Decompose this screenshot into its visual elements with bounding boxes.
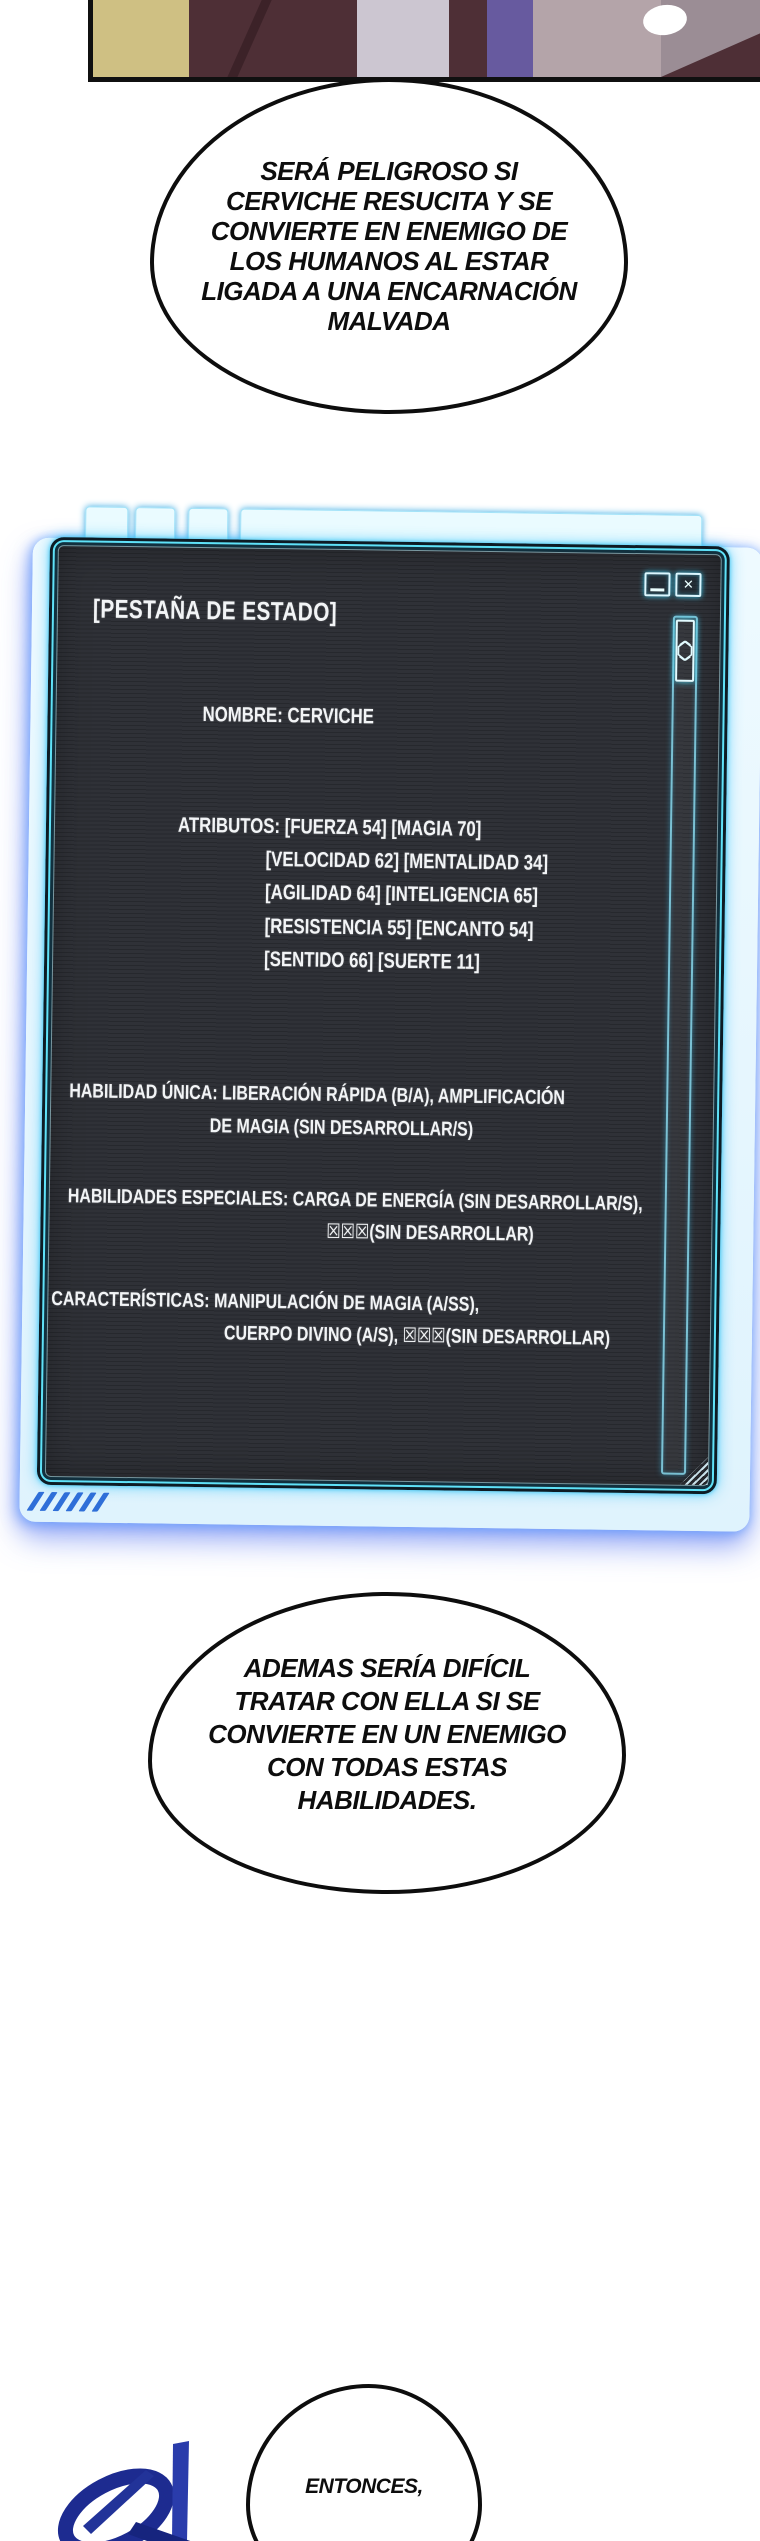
unique-ability-text: HABILIDAD ÚNICA: LIBERACIÓN RÁPIDA (B/A), AMPLIFICACIÓN <box>69 1080 566 1110</box>
minimize-button[interactable] <box>644 572 670 596</box>
panel-clothing-left <box>189 0 357 77</box>
stat-name-line <box>202 704 417 729</box>
bubble-line: SERÁ PELIGROSO SI <box>260 156 518 186</box>
speech-bubble-2 <box>148 1592 626 1894</box>
special-ability-text: HABILIDADES ESPECIALES: CARGA DE ENERGÍA (SIN DESARROLLAR/S), <box>67 1185 643 1216</box>
stat-attr-text: [RESISTENCIA 55] [ENCANTO 54] <box>264 914 534 942</box>
window-tab-2[interactable] <box>135 507 175 542</box>
stat-attr-text: ATRIBUTOS: [FUERZA 54] [MAGIA 70] <box>177 813 482 841</box>
scrollbar-thumb[interactable] <box>675 620 695 682</box>
minimize-icon <box>650 588 664 591</box>
stat-attr-line <box>264 916 600 943</box>
window-title <box>92 593 398 627</box>
bubble-line: HABILIDADES. <box>297 1784 477 1815</box>
unique-ability-text: DE MAGIA (SIN DESARROLLAR/S) <box>209 1115 474 1141</box>
stat-attr-text: [VELOCIDAD 62] [MENTALIDAD 34] <box>265 847 549 875</box>
panel-figure-right <box>533 0 661 77</box>
stat-attr-line <box>178 815 557 842</box>
blue-brush-glyph-svg <box>36 2438 236 2541</box>
traits-text: CUERPO DIVINO (A/S), ☒☒☒(SIN DESARROLLAR) <box>223 1322 611 1350</box>
stat-attr-text: [AGILIDAD 64] [INTELIGENCIA 65] <box>264 880 539 908</box>
bubble-line: MALVADA <box>327 306 451 336</box>
status-window <box>37 537 730 1494</box>
traits-line <box>224 1322 707 1351</box>
bubble-line: LOS HUMANOS AL ESTAR <box>229 246 549 276</box>
bubble-line: ADEMAS SERÍA DIFÍCIL <box>243 1652 531 1683</box>
window-controls <box>644 572 701 597</box>
stat-attr-text: [SENTIDO 66] [SUERTE 11] <box>263 947 480 974</box>
stat-attr-line <box>265 882 606 909</box>
bubble-line: TRATAR CON ELLA SI SE <box>234 1685 540 1716</box>
bubble-line: LIGADA A UNA ENCARNACIÓN <box>201 276 577 306</box>
speech-bubble-3 <box>246 2384 482 2541</box>
unique-ability-line <box>122 1114 562 1142</box>
stat-name-text: NOMBRE: CERVICHE <box>202 703 375 729</box>
window-tab-1[interactable] <box>85 506 128 541</box>
unique-ability-line <box>69 1080 689 1111</box>
speech-bubble-1 <box>150 78 628 414</box>
traits-text: CARACTERÍSTICAS: MANIPULACIÓN DE MAGIA (A/SS), <box>51 1287 480 1316</box>
panel-clothing-mid <box>449 0 487 77</box>
panel-background-band <box>93 0 189 77</box>
window-tab-3[interactable] <box>188 508 228 543</box>
traits-line <box>51 1288 586 1317</box>
hexagon-icon <box>677 641 692 661</box>
hatch-marks <box>32 1492 103 1512</box>
blue-brush-glyph <box>36 2438 236 2541</box>
special-ability-text: ☒☒☒(SIN DESARROLLAR) <box>326 1220 535 1246</box>
special-ability-line <box>68 1185 760 1217</box>
close-button[interactable] <box>675 573 701 597</box>
window-title-text: [PESTAÑA DE ESTADO] <box>92 593 338 627</box>
stat-attr-line <box>264 949 534 975</box>
bubble-line: CERVICHE RESUCITA Y SE <box>225 186 553 216</box>
stat-attr-line <box>265 849 618 876</box>
status-window-assembly <box>4 497 760 1553</box>
close-icon: ✕ <box>682 576 694 592</box>
bubble-line: ENTONCES, <box>305 2475 423 2498</box>
bubble-line: CON TODAS ESTAS <box>266 1751 507 1782</box>
special-ability-line <box>210 1219 650 1247</box>
panel-tie-stripe <box>487 0 533 77</box>
bubble-line: CONVIERTE EN ENEMIGO DE <box>210 216 568 246</box>
bubble-line: CONVIERTE EN UN ENEMIGO <box>208 1718 566 1749</box>
top-comic-panel <box>88 0 760 82</box>
panel-shirt <box>357 0 449 77</box>
